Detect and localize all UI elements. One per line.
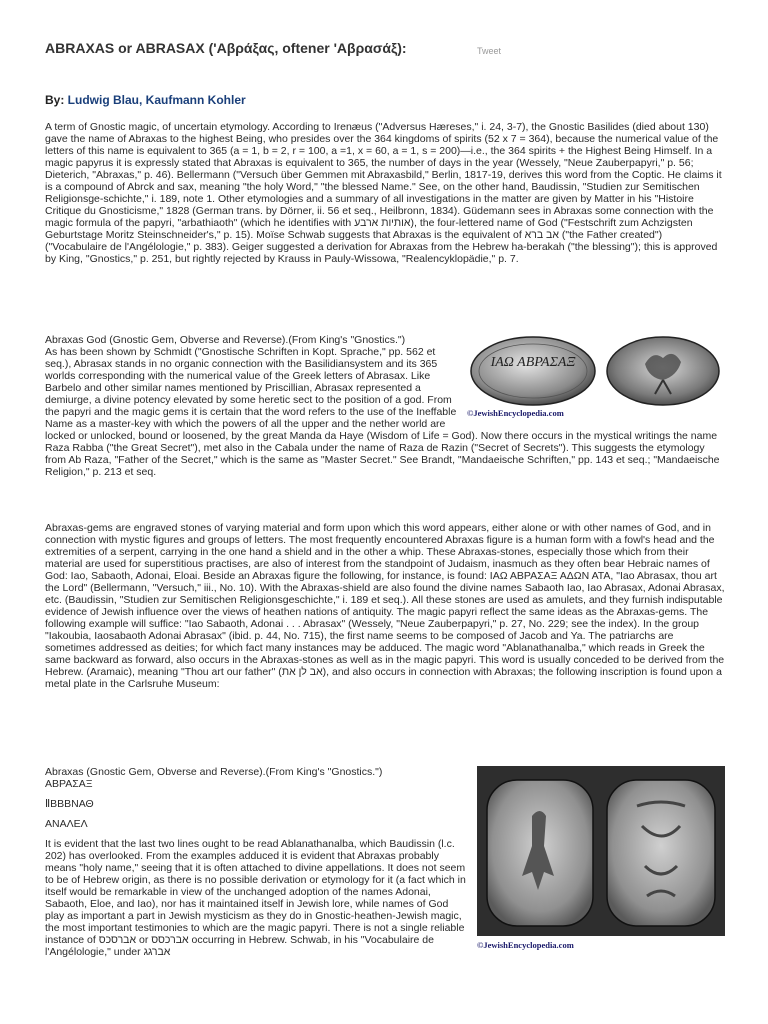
section-gem-2 [45, 766, 725, 958]
gem-1-credit: ©JewishEncyclopedia.com [467, 408, 564, 418]
page-title: ABRAXAS or ABRASAX ('Αβράξας, oftener 'Αβρασάξ): [45, 40, 407, 56]
gem-figure-2 [477, 766, 725, 950]
paragraph-gems: Abraxas-gems are engraved stones of varying material and form upon which this word appears, either alone or with other names of God, and in connection with mystic figures and groups of letters. The most frequently encountered Abraxas figure is a human form with a fowl's head and the extremities of a serpent, carrying in the one hand a shield and in the other a whip. These Abraxas-stones, especially those which from their material are used for superstitious practises, are also of interest from the standpoint of Judaism, inasmuch as they often bear Hebraic names of God: Iao, Sabaoth, Adonai, Eloai. Beside an Abraxas figure the following, for instance, is found: ΙΑΩ ΑΒΡΑΣΑΞ ΑΔΩΝ ΑΤΑ, "Iao Abrasax, thou art the Lord" (Bellermann, "Versuch," iii., No. 10). With the Abraxas-shield are also found the divine names Sabaoth Iao, Iao Abrasax, Adonai Abrasax, etc. (Baudissin, "Studien zur Semitischen Religionsgeschichte," i. 189 et seq.). All these stones are used as amulets, and they furnish indisputable evidence of Jewish influence over the views of heathen nations of antiquity. The magic papyri reflect the same ideas as the Abraxas-gems. The following example will suffice: "Iao Sabaoth, Adonai . . . Abrasax" (Wessely, "Neue Zauberpapyri," p. 27, No. 229; see the index). In the group "Iakoubia, Iaosabaoth Adonai Abrasax" (ibid. p. 44, No. 715), the first name seems to be composed of Jacob and Ya. The patriarchs are sometimes addressed as deities; for which fact many instances may be adduced. The magic word "Ablanathanalba," which reads in Greek the same backward as forward, also occurs in the Abraxas-stones as well as in the magic papyri. This word is usually conceded to be derived from the Hebrew. (Aramaic), meaning "Thou art our father" (אב לן את), and also occurs in connection with Abraxas; the following inscription is found upon a metal plate in the Carlsruhe Museum: [45, 522, 725, 690]
byline [45, 93, 246, 107]
section-gem-1 [45, 334, 725, 478]
paragraph-schmidt: As has been shown by Schmidt ("Gnostische Schriften in Kopt. Sprache," pp. 562 et seq.), Abrasax stands in no organic connection with the Basilidiansystem and its 365 worlds corresponding with the numerical value of the Greek letters of Abrasax. Like Barbelo and other similar names mentioned by Priscillian, Abrasax represented a demiurge, a divine potency elevated by some heretic sect to the position of a god. From the papyri and the magic gems it is certain that the word refers to the use of the Ineffable Name as a master-key with which the powers of all the upper and the nether world are locked or unlocked, bound or loosened, by the great Manda da Haye (Wisdom of Life = God). Now there occurs in the mystical writings the name Raza Rabba ("the Great Secret"), met also in the Cabala under the name of Raza de Razin ("Secret of Secrets"). This suggests the etymology from Ab Raza, "Father of the Secret," which is the same as "Master Secret." See Brandt, "Mandaeische Schriften," pp. 143 et seq.; "Mandaeische Religion," p. 213 et seq. [45, 346, 720, 478]
by-label: By: [45, 93, 68, 107]
paragraph-intro: A term of Gnostic magic, of uncertain etymology. According to Irenæus ("Adversus Hæreses," i. 24, 3-7), the Gnostic Basilides (died about 130) gave the name of Abraxas to the highest Being, who presides over the 364 kingdoms of spirits (52 x 7 = 364), because the numerical value of the letters of this name is equivalent to 365 (a = 1, b = 2, r = 100, a =1, x = 60, a = 1, s = 200)—i.e., the 364 spirits + the Highest Being Himself. In a magic papyrus it is expressly stated that Abraxas is equivalent to 365, the number of days in the year (Wessely, "Neue Zauberpapyri," p. 56; Dieterich, "Abraxas," p. 46). Bellermann ("Versuch über Gemmen mit Abraxasbild," Berlin, 1817-19, derives this word from the Coptic. He claims it is a compound of Abrck and sax, meaning "the holy Word," "the blessed Name." See, on the other hand, Baudissin, "Studien zur Semitischen Religionsge-schichte," i. 189, note 1. Other etymologies and a summary of all investigations in the matter are given by Matter in his "Histoire Critique du Gnosticisme," 1828 (German trans. by Dörner, ii. 56 et seq., Heilbronn, 1834). Güdemann sees in Abraxas some connection with the magic formula of the papyri, "arbathiaoth" (which he identifies with אותיות ארבע), the four-lettered name of God ("Festschrift zum Achzigsten Geburtstage Moritz Steinschneider's," p. 15). Moïse Schwab suggests that Abraxas is the equivalent of אב ברא ("the Father created") ("Vocabulaire de l'Angélologie," p. 383). Geiger suggested a derivation for Abraxas from the Hebrew ha-berakah ("the blessing"); this is approved by King, "Gnostics," p. 251, but rightly rejected by Krauss in Pauly-Wissowa, "Realencyklopädie," p. 7. [45, 121, 722, 265]
gem-reverse-image [605, 334, 723, 406]
inscription-line-1: ΑΒΡΑΣΑΞ [45, 778, 93, 790]
paragraph-conclusion: It is evident that the last two lines ought to be read Ablanathanalba, which Baudissin (l.c. 202) has overlooked. From the examples adduced it is evident that Abraxas probably means "holy name," seeing that it is often attached to divine appellations. It does not seem to be of Hebrew origin, as there is no possible derivation or etymology for it (a fact which in itself would be remarkable in view of the unchanged adoption of the names Adonai, Sabaoth, Eloe, and Iao), nor has it maintained itself in Jewish lore, while names of God play as important a part in Jewish mysticism as they do in Gnostic-heathen-Jewish magic, the most important testimonies to which are the magic papyri. There is not a single reliable instance of אברסכס or אברכסס occurring in Hebrew. Schwab, in his "Vocabulaire de l'Angélologie," under אברגג [45, 838, 466, 958]
tweet-button[interactable]: Tweet [477, 46, 502, 56]
gem-1-caption: Abraxas God (Gnostic Gem, Obverse and Reverse).(From King's "Gnostics.") [45, 334, 406, 346]
gem-2-caption: Abraxas (Gnostic Gem, Obverse and Reverse).(From King's "Gnostics.") [45, 766, 383, 778]
inscription-line-3: ΑΝΑΛΕΛ [45, 818, 88, 830]
gem-inscription-1: ΙΑΩ ΑΒΡΑΣΑΞ [490, 355, 576, 370]
gem-figure-1 [467, 334, 725, 418]
gem-2-image [477, 766, 725, 936]
inscription-line-2: ⅡΒΒΒΝΑΘ [45, 798, 94, 810]
gem-2-credit: ©JewishEncyclopedia.com [477, 940, 574, 950]
gem-obverse-image [467, 334, 597, 406]
author-link[interactable]: Ludwig Blau, Kaufmann Kohler [67, 93, 246, 107]
